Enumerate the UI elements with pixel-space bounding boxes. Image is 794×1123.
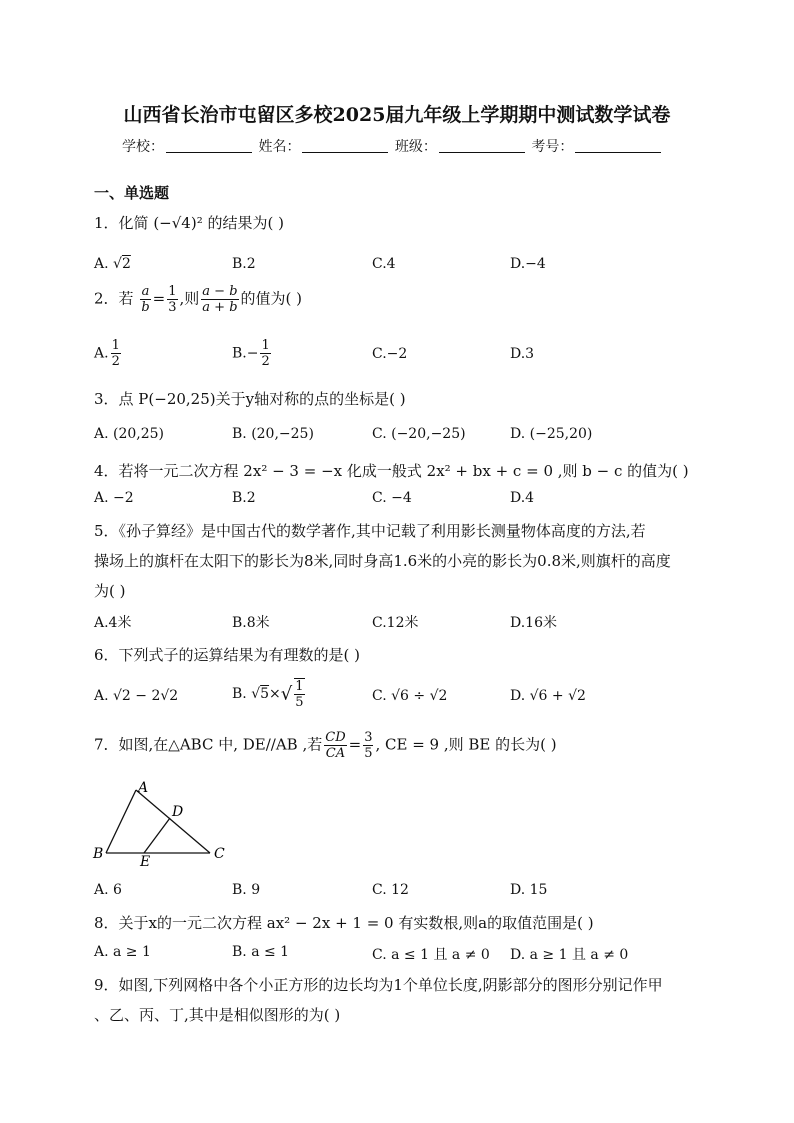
q8-option-a[interactable]: A. a ≥ 1 [94,944,151,960]
question-5-line-1: 5．《孙子算经》是中国古代的数学著作,其中记载了利用影长测量物体高度的方法,若 [94,522,646,540]
q2-prefix: 2．若 [94,289,134,308]
q1-option-b[interactable]: B.2 [232,256,256,272]
q6-option-b[interactable]: B. √5×√ $\frac{1}{5}$ [232,679,304,710]
number-blank[interactable] [575,138,661,153]
q3-option-b[interactable]: B. (20,−25) [232,426,314,442]
name-label: 姓名： [258,139,301,155]
q1-suffix: 的结果为( ) [207,214,284,232]
q6c-expression: √6 ÷ √2 [391,688,448,704]
q1-option-d[interactable]: D.−4 [510,256,546,272]
student-info-row [122,136,663,156]
q6d-expression: √6 + √2 [529,688,586,704]
fraction-cd-over-ca: $\frac{CD}{CA}$ [325,730,346,761]
label-c: C [214,846,225,862]
fraction-a-over-b: $\frac{a}{b}$ [141,284,150,315]
q2-suffix: 的值为( ) [240,289,303,308]
q1-prefix: 1．化简 [94,214,149,232]
question-5-line-2: 操场上的旗杆在太阳下的影长为8米,同时身高1.6米的小亮的影长为0.8米,则旗杆的高度 [94,552,671,570]
q2-option-b[interactable]: B.− $\frac{1}{2}$ [232,338,270,369]
q6-option-d[interactable]: D. √6 + √2 [510,688,586,704]
fraction-half-neg: $\frac{1}{2}$ [261,338,270,369]
name-blank[interactable] [302,138,388,153]
q1-expression: (−√4)² [153,214,203,232]
question-5-line-3: 为( ) [94,582,126,600]
q8-option-b[interactable]: B. a ≤ 1 [232,944,290,960]
question-9-line-2: 、乙、丙、丁,其中是相似图形的为( ) [94,1006,341,1024]
q6-option-c[interactable]: C. √6 ÷ √2 [372,688,448,704]
fraction-half: $\frac{1}{2}$ [111,338,120,369]
q5-option-c[interactable]: C.12米 [372,615,419,631]
side-ab [106,790,136,853]
q7-option-b[interactable]: B. 9 [232,882,261,898]
class-label: 班级： [394,139,437,155]
q7-option-c[interactable]: C. 12 [372,882,409,898]
school-label: 学校： [122,139,164,155]
number-label: 考号： [531,139,574,155]
question-2: 2．若 $\frac{a}{b}$ = $\frac{1}{3}$ ,则 $\frac{a - b}{a + b}$ 的值为( ) [94,284,303,315]
label-d: D [172,804,184,820]
q2-option-c[interactable]: C.−2 [372,346,408,362]
q4-option-c[interactable]: C. −4 [372,490,412,506]
q3-option-c[interactable]: C. (−20,−25) [372,426,466,442]
q7-suffix: , CE = 9 ,则 BE 的长为( ) [375,735,557,754]
q1-option-c[interactable]: C.4 [372,256,396,272]
label-b: B [93,846,104,862]
label-e: E [140,854,151,868]
triangle-figure [90,778,240,868]
q2-option-d[interactable]: D.3 [510,346,535,362]
q5-option-b[interactable]: B.8米 [232,615,270,631]
q8-option-c[interactable]: C. a ≤ 1 且 a ≠ 0 [372,947,490,963]
fraction-one-fifth: $\frac{1}{5}$ [295,679,304,710]
question-1 [94,212,284,233]
question-7: 7．如图,在△ABC 中, DE//AB ,若 $\frac{CD}{CA}$ = $\frac{3}{5}$ , CE = 9 ,则 BE 的长为( ) [94,730,557,761]
fraction-three-fifths: $\frac{3}{5}$ [364,730,373,761]
q2-option-a[interactable]: A. $\frac{1}{2}$ [94,338,120,369]
q4-option-b[interactable]: B.2 [232,490,256,506]
q3-option-d[interactable]: D. (−25,20) [510,426,593,442]
question-3: 3．点 P(−20,25)关于y轴对称的点的坐标是( ) [94,390,406,408]
question-6: 6．下列式子的运算结果为有理数的是( ) [94,646,361,664]
q5-option-a[interactable]: A.4米 [94,615,132,631]
q6a-expression: √2 − 2√2 [113,688,179,704]
side-ac [136,790,210,853]
q7-option-a[interactable]: A. 6 [94,882,122,898]
fraction-one-third: $\frac{1}{3}$ [168,284,177,315]
q7-option-d[interactable]: D. 15 [510,882,548,898]
segment-de [144,818,170,853]
q3-option-a[interactable]: A. (20,25) [94,426,165,442]
question-4: 4．若将一元二次方程 2x² − 3 = −x 化成一般式 2x² + bx + c = 0 ,则 b − c 的值为( ) [94,462,689,480]
q7-prefix: 7．如图,在△ABC 中, DE//AB ,若 [94,735,323,754]
q8-option-d[interactable]: D. a ≥ 1 且 a ≠ 0 [510,947,629,963]
school-blank[interactable] [166,138,252,153]
fraction-amb-over-apb: $\frac{a - b}{a + b}$ [202,284,238,315]
label-a: A [138,780,149,796]
q5-option-d[interactable]: D.16米 [510,615,557,631]
q1-option-a[interactable]: A. √2 [94,256,131,272]
q4-option-d[interactable]: D.4 [510,490,535,506]
page-title: 山西省长治市屯留区多校2025届九年级上学期期中测试数学试卷 [123,104,671,126]
q2-mid: ,则 [179,289,200,308]
sqrt-2: √2 [113,256,131,272]
class-blank[interactable] [439,138,525,153]
question-9-line-1: 9．如图,下列网格中各个小正方形的边长均为1个单位长度,阴影部分的图形分别记作甲 [94,976,663,994]
question-8: 8．关于x的一元二次方程 ax² − 2x + 1 = 0 有实数根,则a的取值范围是( ) [94,914,594,932]
q4-option-a[interactable]: A. −2 [94,490,134,506]
q6-option-a[interactable]: A. √2 − 2√2 [94,688,179,704]
section-heading: 一、单选题 [94,184,170,202]
